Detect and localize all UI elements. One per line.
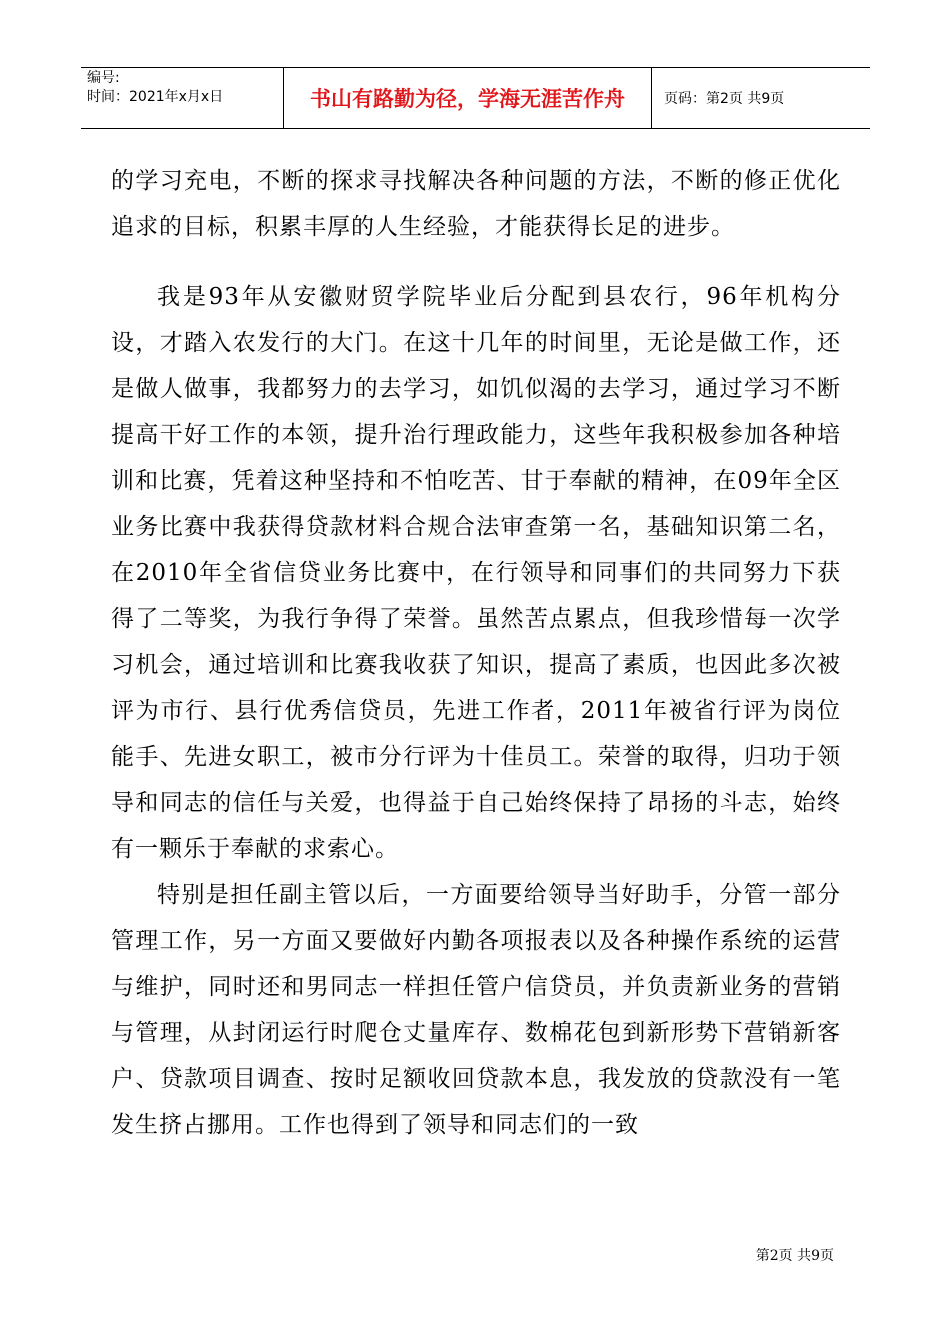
- paragraph: 我是93年从安徽财贸学院毕业后分配到县农行，96年机构分设，才踏入农发行的大门。在这十几年的时间里，无论是做工作，还是做人做事，我都努力的去学习，如饥似渴的去学习，通过学习不断提高干好工作的本领，提升治行理政能力，这些年我积极参加各种培训和比赛，凭着这种坚持和不怕吃苦、甘于奉献的精神，在09年全区业务比赛中我获得贷款材料合规合法审查第一名，基础知识第二名，在2010年全省信贷业务比赛中，在行领导和同事们的共同努力下获得了二等奖，为我行争得了荣誉。虽然苦点累点，但我珍惜每一次学习机会，通过培训和比赛我收获了知识，提高了素质，也因此多次被评为市行、县行优秀信贷员，先进工作者，2011年被省行评为岗位能手、先进女职工，被市分行评为十佳员工。荣誉的取得，归功于领导和同志的信任与关爱，也得益于自己始终保持了昂扬的斗志，始终有一颗乐于奉献的求索心。: [111, 284, 841, 862]
- header-page-number: 页码：第2页 共9页: [664, 91, 785, 107]
- document-date-label: 时间：2021年x月x日: [87, 89, 224, 105]
- paragraph: 特别是担任副主管以后，一方面要给领导当好助手，分管一部分管理工作，另一方面又要做好内勤各项报表以及各种操作系统的运营与维护，同时还和男同志一样担任管户信贷员，并负责新业务的营销与管理，从封闭运行时爬仓丈量库存、数棉花包到新形势下营销新客户、贷款项目调查、按时足额收回贷款本息，我发放的贷款没有一笔发生挤占挪用。工作也得到了领导和同志们的一致: [111, 882, 841, 1138]
- paragraph-continued: 的学习充电，不断的探求寻找解决各种问题的方法，不断的修正优化追求的目标，积累丰厚的人生经验，才能获得长足的进步。: [111, 168, 841, 240]
- header-motto: 书山有路勤为径，学海无涯苦作舟: [284, 68, 652, 128]
- header-meta: [81, 68, 284, 128]
- footer-page-number: 第2页 共9页: [755, 1248, 834, 1264]
- document-number-label: 编号:: [87, 70, 120, 86]
- document-body: [111, 158, 841, 1148]
- page-header: [81, 67, 870, 129]
